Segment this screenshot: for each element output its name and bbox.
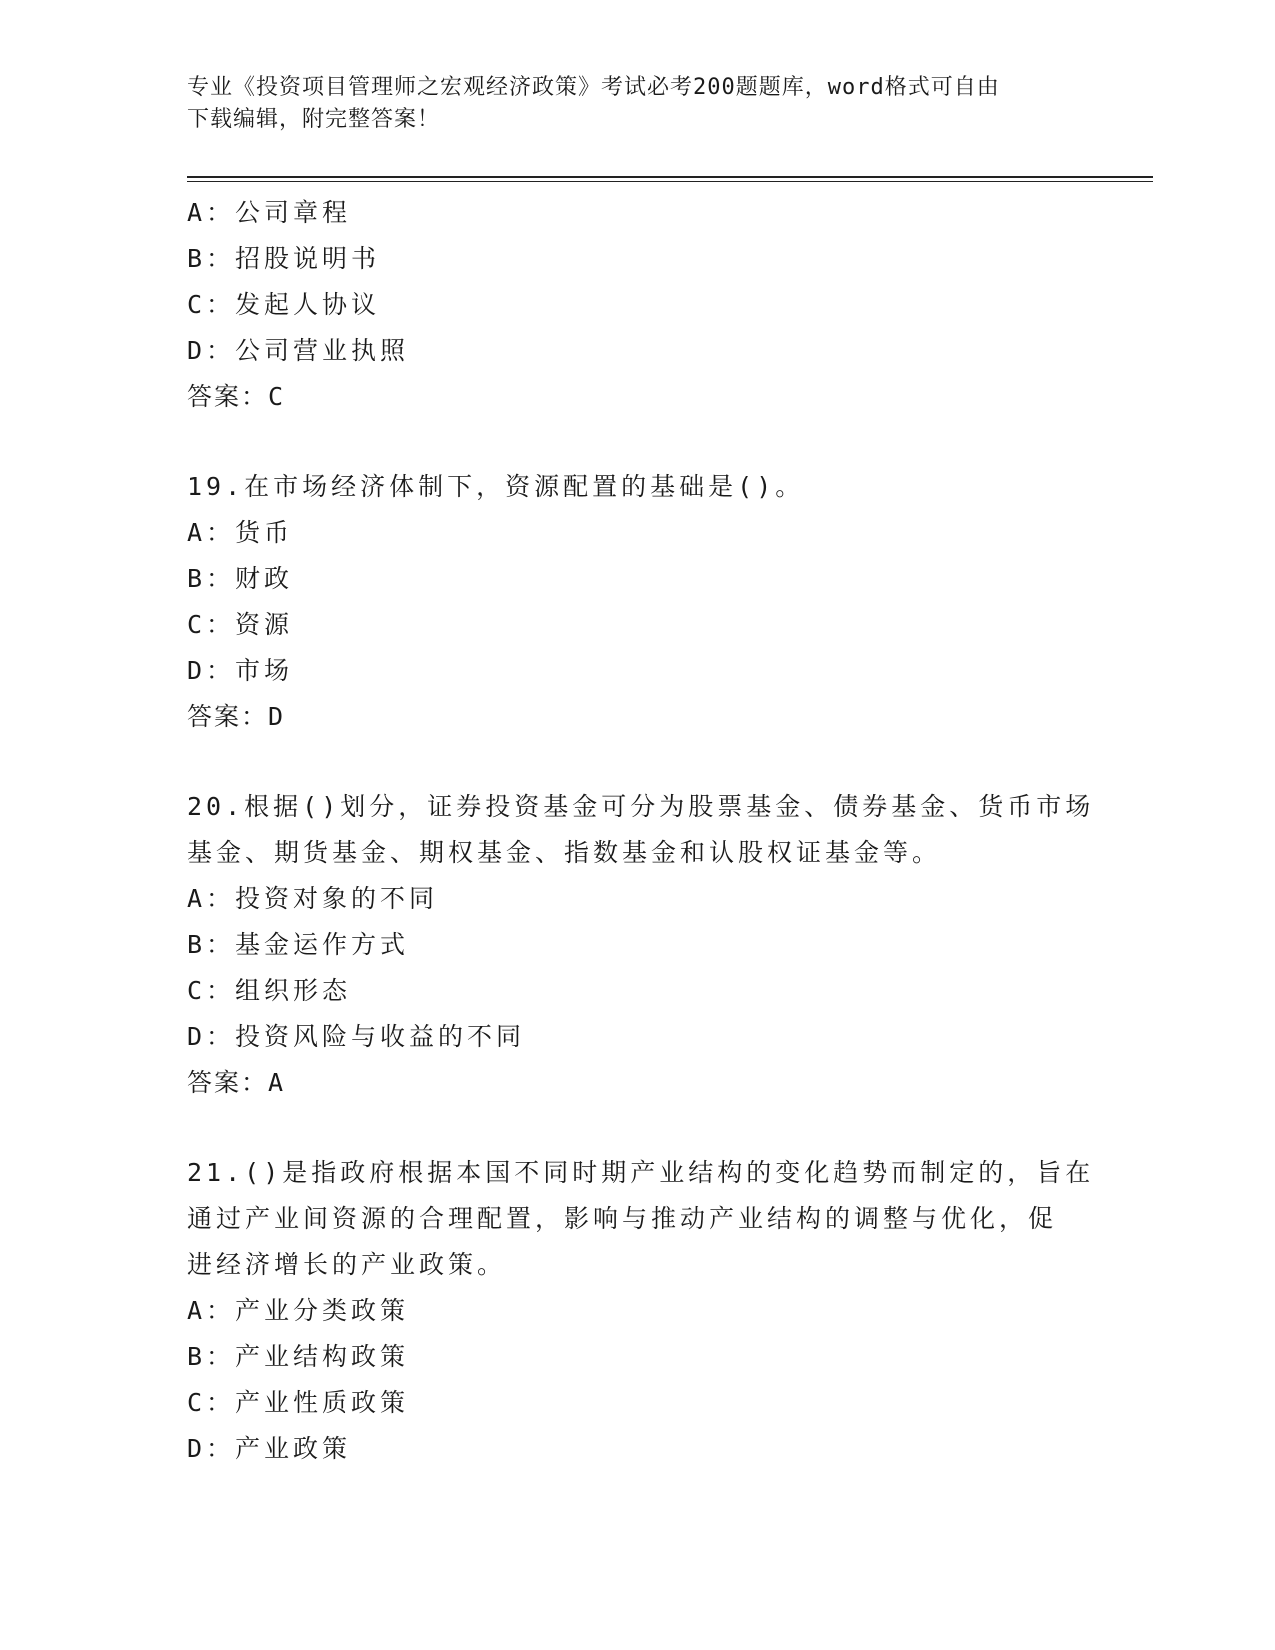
option-c: C：资源 xyxy=(187,610,294,639)
option-d: D：投资风险与收益的不同 xyxy=(187,1022,526,1051)
answer-line xyxy=(187,694,1087,740)
question-text: 19.在市场经济体制下，资源配置的基础是()。 xyxy=(187,472,805,501)
document-header xyxy=(187,72,1087,136)
option-d: D：市场 xyxy=(187,656,294,685)
option-a: A：投资对象的不同 xyxy=(187,884,439,913)
answer-line xyxy=(187,374,1087,420)
answer-line xyxy=(187,1060,1087,1106)
header-line-1: 专业《投资项目管理师之宏观经济政策》考试必考200题题库，word格式可自由 xyxy=(187,75,1000,100)
option-c: C：产业性质政策 xyxy=(187,1388,410,1417)
question-text: 20.根据()划分，证券投资基金可分为股票基金、债券基金、货币市场 xyxy=(187,792,1095,821)
header-line-2: 下载编辑，附完整答案！ xyxy=(187,107,441,132)
question-block-20 xyxy=(187,784,1095,1106)
question-text: 基金、期货基金、期权基金、指数基金和认股权证基金等。 xyxy=(187,838,942,867)
header-divider-thin xyxy=(187,181,1153,182)
option-b: B：基金运作方式 xyxy=(187,930,410,959)
option-d: D：产业政策 xyxy=(187,1434,352,1463)
option-a: A：公司章程 xyxy=(187,198,352,227)
answer-label: 答案： xyxy=(187,1068,269,1097)
option-b: B：财政 xyxy=(187,564,294,593)
option-b: B：招股说明书 xyxy=(187,244,381,273)
question-text: 进经济增长的产业政策。 xyxy=(187,1250,507,1279)
option-a: A：产业分类政策 xyxy=(187,1296,410,1325)
option-c: C：组织形态 xyxy=(187,976,352,1005)
question-text: 通过产业间资源的合理配置，影响与推动产业结构的调整与优化，促 xyxy=(187,1204,1058,1233)
answer-value: C xyxy=(268,382,286,411)
header-divider-thick xyxy=(187,176,1153,178)
option-d: D：公司营业执照 xyxy=(187,336,410,365)
question-block-18 xyxy=(187,190,1087,420)
option-a: A：货币 xyxy=(187,518,294,547)
option-c: C：发起人协议 xyxy=(187,290,381,319)
question-block-21 xyxy=(187,1150,1095,1472)
question-text: 21.()是指政府根据本国不同时期产业结构的变化趋势而制定的，旨在 xyxy=(187,1158,1095,1187)
answer-value: D xyxy=(268,702,286,731)
answer-label: 答案： xyxy=(187,382,269,411)
answer-label: 答案： xyxy=(187,702,269,731)
option-b: B：产业结构政策 xyxy=(187,1342,410,1371)
question-block-19 xyxy=(187,464,1087,740)
answer-value: A xyxy=(268,1068,286,1097)
question-list xyxy=(187,190,1095,1472)
